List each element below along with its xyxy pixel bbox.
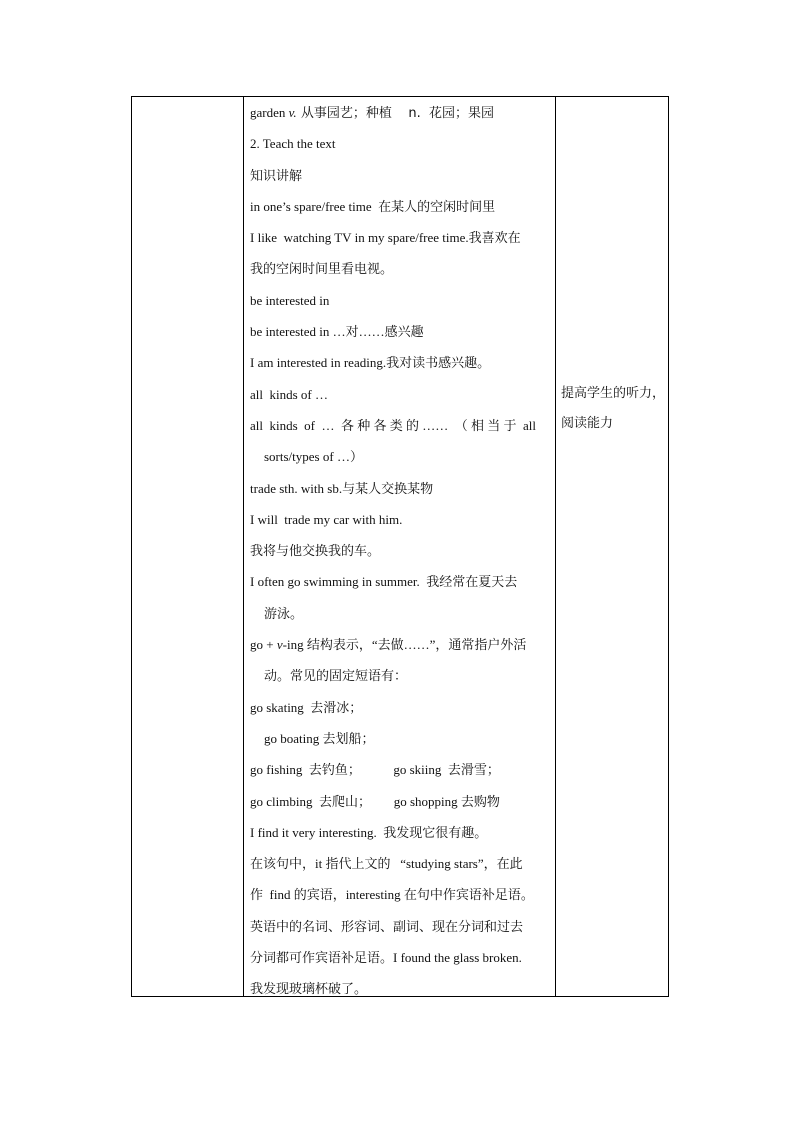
text-line: be interested in (250, 292, 330, 308)
column-divider-1 (243, 97, 244, 996)
section-heading: 2. Teach the text (250, 136, 336, 152)
vocab-line-garden: garden v. 从事园艺；种植 n. 花园；果园 (250, 105, 494, 121)
text-line: 游泳。 (264, 606, 304, 622)
objective-line-1: 提高学生的听力， (561, 386, 666, 401)
text-line: I will trade my car with him. (250, 511, 403, 527)
text-line: I am interested in reading.我对读书感兴趣。 (250, 355, 491, 371)
objective-line-2: 阅读能力 (561, 416, 614, 431)
text-line: 我发现玻璃杯破了。 (250, 982, 368, 998)
text-line: 我将与他交换我的车。 (250, 544, 381, 560)
text-line: all kinds of … 各 种 各 类 的 …… （ 相 当 于 all (250, 417, 536, 433)
text-line: I like watching TV in my spare/free time.我喜欢在 (250, 230, 521, 246)
text-line: 英语中的名词、形容词、副词、现在分词和过去 (250, 919, 524, 935)
text-line: be interested in …对……感兴趣 (250, 324, 424, 340)
teaching-content-cell (250, 97, 550, 1005)
column-divider-2 (555, 97, 556, 996)
text-line: all kinds of … (250, 386, 328, 402)
text-line: 作 find 的宾语，interesting 在句中作宾语补足语。 (250, 887, 534, 903)
text-line: 动。常见的固定短语有： (264, 669, 408, 685)
subsection-heading: 知识讲解 (250, 168, 303, 184)
text-line: in one’s spare/free time 在某人的空闲时间里 (250, 198, 496, 214)
text-line: I often go swimming in summer. 我经常在夏天去 (250, 574, 518, 590)
text-line: go boating 去划船； (264, 730, 375, 746)
lesson-table (131, 96, 669, 997)
text-line: 分词都可作宾语补足语。I found the glass broken. (250, 950, 522, 966)
text-line: go fishing 去钓鱼； go skiing 去滑雪； (250, 762, 500, 778)
text-line: 在该句中，it 指代上文的 “studying stars”，在此 (250, 856, 523, 872)
text-line: go skating 去滑冰； (250, 699, 363, 715)
objective-cell (561, 379, 669, 439)
text-line: trade sth. with sb.与某人交换某物 (250, 480, 434, 496)
text-line: sorts/types of …） (264, 449, 363, 465)
text-line: go climbing 去爬山； go shopping 去购物 (250, 793, 500, 809)
text-line: I find it very interesting. 我发现它很有趣。 (250, 824, 488, 840)
text-line: go + v-ing 结构表示，“去做……”，通常指户外活 (250, 637, 527, 653)
text-line: 我的空闲时间里看电视。 (250, 262, 394, 278)
